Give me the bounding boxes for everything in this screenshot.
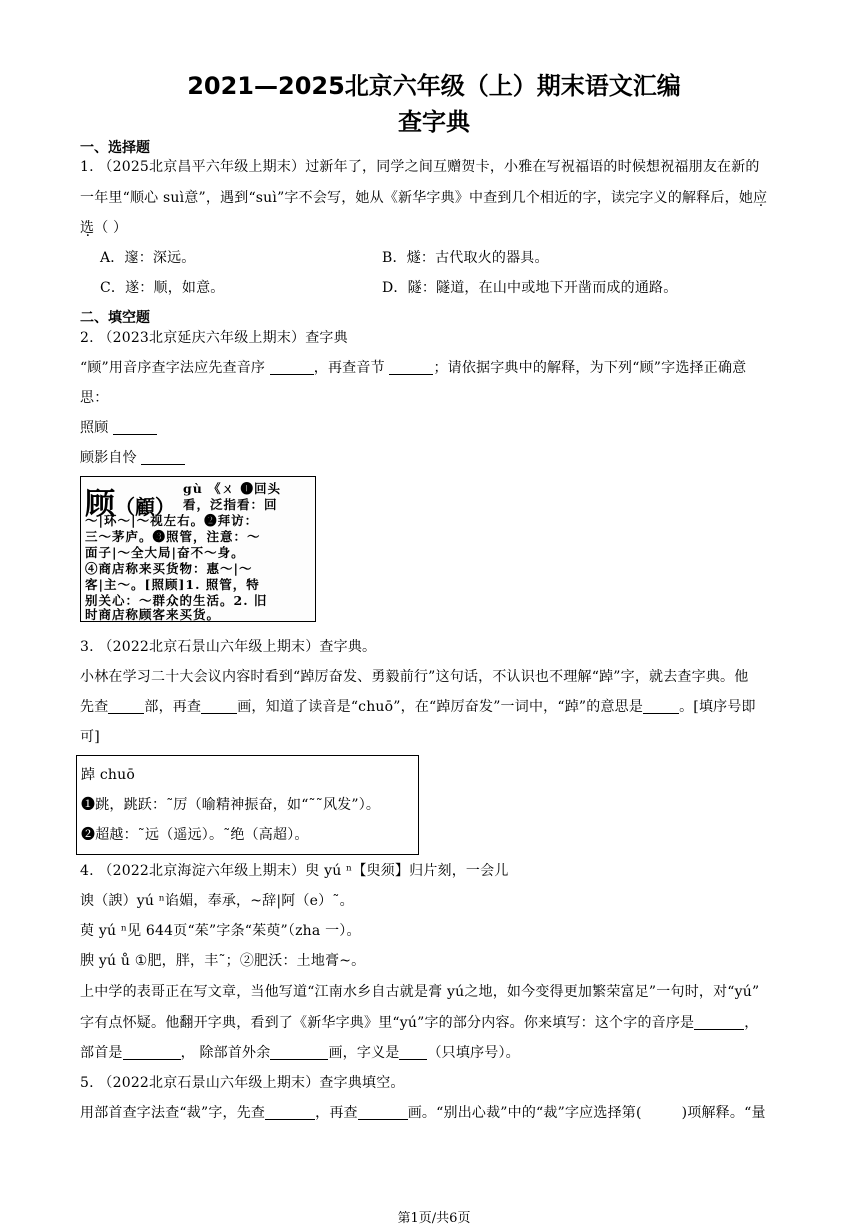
section-heading-fill: 二、填空题 bbox=[80, 310, 150, 326]
q1-line1: 1. （2025北京昌平六年级上期末）过新年了，同学之间互赠贺卡，小雅在写祝福语的时候想祝福朋友在新的 bbox=[80, 159, 760, 175]
q4-line1: 4. （2022北京海淀六年级上期末）臾 yú ⁿ【臾须】归片刻，一会儿 bbox=[80, 863, 509, 879]
q2-text-a: “顾”用音序查字法应先查音序 bbox=[80, 360, 266, 376]
q3-text-b: 部，再查 bbox=[144, 699, 202, 715]
q5-text-b: ，再查 bbox=[315, 1105, 358, 1121]
q5-blank-radical[interactable] bbox=[265, 1105, 315, 1120]
q3-blank-radical[interactable] bbox=[108, 699, 144, 714]
q2-text-b: ，再查音节 bbox=[313, 360, 385, 376]
q1-line2 bbox=[80, 187, 767, 207]
q2-line3: 思： bbox=[80, 390, 109, 406]
q4-line5: 上中学的表哥正在写文章，当他写道“江南水乡自古就是膏 yú之地，如今变得更加繁荣富足”一句时，对“yú” bbox=[80, 984, 760, 1000]
q3-text-a: 先查 bbox=[80, 699, 109, 715]
section-heading-choice: 一、选择题 bbox=[80, 140, 150, 156]
q1-option-b: B．燧：古代取火的器具。 bbox=[382, 250, 549, 266]
q5-text-c: 画。“别出心裁”中的“裁”字应选择第( bbox=[407, 1105, 642, 1121]
dict-line: ④商店称来买货物：惠～|～ bbox=[85, 561, 253, 576]
dict-pinyin: gù 《ㄨ ❶回头 bbox=[183, 481, 282, 496]
q4-blank-meaning[interactable] bbox=[399, 1045, 427, 1060]
dict-line: ～|环～|～视左右。❷拜访： bbox=[85, 513, 259, 528]
q2-item1 bbox=[80, 417, 157, 437]
dict-line: 三～茅庐。❸照管，注意：～ bbox=[85, 529, 261, 544]
q2-item2-label: 顾影自怜 bbox=[80, 450, 137, 466]
q2-text-c: ；请依据字典中的解释，为下列“顾”字选择正确意 bbox=[433, 360, 747, 376]
q3-blank-strokes[interactable] bbox=[201, 699, 237, 714]
q1-answer-paren: （ ） bbox=[94, 220, 128, 236]
q5-line2 bbox=[80, 1102, 766, 1122]
q4-blank-radical[interactable] bbox=[123, 1045, 181, 1060]
q1-line2-dotted: 应 bbox=[753, 190, 768, 206]
dict-line: 客|主～。[照顾]1. 照管，特 bbox=[85, 577, 260, 592]
q2-item1-label: 照顾 bbox=[80, 420, 109, 436]
q4-line2: 谀（諛）yú ⁿ谄媚，奉承，~辞|阿（e）˜。 bbox=[80, 893, 354, 909]
dict-head-traditional: （顧） bbox=[115, 495, 175, 519]
q4-blank-strokes[interactable] bbox=[270, 1045, 328, 1060]
q1-line3-dotted: 选 bbox=[80, 220, 95, 236]
document-title: 2021—2025北京六年级（上）期末语文汇编 bbox=[187, 72, 681, 100]
q2-line1: 2. （2023北京延庆六年级上期末）查字典 bbox=[80, 330, 348, 346]
q4-line3: 萸 yú ⁿ见 644页“茱”字条“茱萸”（zha 一）。 bbox=[80, 923, 361, 939]
q1-line3 bbox=[80, 217, 127, 237]
q3-line4: 可] bbox=[80, 729, 100, 745]
dict2-def2: ❷超越：˜远（遥远）。˜绝（高超）。 bbox=[81, 827, 309, 843]
q4-text-e: （只填序号）。 bbox=[427, 1045, 520, 1061]
dict-line: 看，泛指看：回 bbox=[183, 497, 278, 512]
q1-line2-text: 一年里“顺心 suì意”，遇到“suì”字不会写，她从《新华字典》中查到几个相近的字，读完字义的解释后，她 bbox=[80, 190, 754, 206]
q4-line7 bbox=[80, 1042, 520, 1062]
page-number: 第1页/共6页 bbox=[397, 1211, 471, 1226]
dict-line: 时商店称顾客来买货。 bbox=[85, 607, 221, 622]
q1-option-d: D．隧：隧道，在山中或地下开凿而成的通路。 bbox=[382, 280, 678, 296]
q3-line1: 3. （2022北京石景山六年级上期末）查字典。 bbox=[80, 639, 377, 655]
q4-text-a: 字有点怀疑。他翻开字典，看到了《新华字典》里“yú”字的部分内容。你来填写：这个字的音序是 bbox=[80, 1015, 695, 1031]
dictionary-entry-image bbox=[80, 476, 316, 622]
q3-line2: 小林在学习二十大会议内容时看到“踔厉奋发、勇毅前行”这句话，不认识也不理解“踔”字，就去查字典。他 bbox=[80, 669, 749, 685]
q4-text-d: 画，字义是 bbox=[328, 1045, 400, 1061]
dictionary-entry-box bbox=[76, 755, 419, 855]
dict-line: 面子|～全大局|奋不～身。 bbox=[85, 545, 245, 560]
q2-item2 bbox=[80, 447, 185, 467]
q3-text-c: 画，知道了读音是“chuō”，在“踔厉奋发”一词中，“踔”的意思是 bbox=[237, 699, 644, 715]
q4-text-b: 部首是 bbox=[80, 1045, 123, 1061]
dict2-def1: ❶跳，跳跃：˜厉（喻精神振奋，如“˜˜风发”）。 bbox=[81, 797, 381, 813]
q4-line6 bbox=[80, 1012, 758, 1032]
q4-blank-index[interactable] bbox=[694, 1015, 744, 1030]
q4-line4: 腴 yú ů ①肥，胖，丰˜；②肥沃：土地膏~。 bbox=[80, 953, 366, 969]
q2-blank-syllable[interactable] bbox=[389, 360, 433, 375]
q2-blank-item2[interactable] bbox=[141, 450, 185, 465]
q4-text-comma: ， bbox=[744, 1015, 759, 1031]
q4-text-c: ， 除部首外余 bbox=[180, 1045, 271, 1061]
q2-blank-index[interactable] bbox=[270, 360, 314, 375]
q2-line2 bbox=[80, 357, 746, 377]
q5-text-d: )项解释。“量 bbox=[681, 1105, 766, 1121]
q1-option-c: C．遂：顺，如意。 bbox=[100, 280, 225, 296]
document-subtitle: 查字典 bbox=[398, 108, 470, 136]
q3-line3 bbox=[80, 696, 756, 716]
q5-blank-strokes[interactable] bbox=[358, 1105, 408, 1120]
dict-line: 别关心：～群众的生活。2. 旧 bbox=[85, 593, 268, 608]
q3-blank-meaning[interactable] bbox=[643, 699, 679, 714]
dict2-head: 踔 chuō bbox=[81, 767, 135, 783]
q1-option-a: A．邃：深远。 bbox=[100, 250, 196, 266]
q2-blank-item1[interactable] bbox=[113, 420, 157, 435]
q3-text-d: 。[填序号即 bbox=[679, 699, 756, 715]
dict-head-simplified: 顾 bbox=[85, 487, 115, 522]
q5-text-a: 用部首查字法查“裁”字，先查 bbox=[80, 1105, 266, 1121]
q5-line1: 5. （2022北京石景山六年级上期末）查字典填空。 bbox=[80, 1075, 405, 1091]
